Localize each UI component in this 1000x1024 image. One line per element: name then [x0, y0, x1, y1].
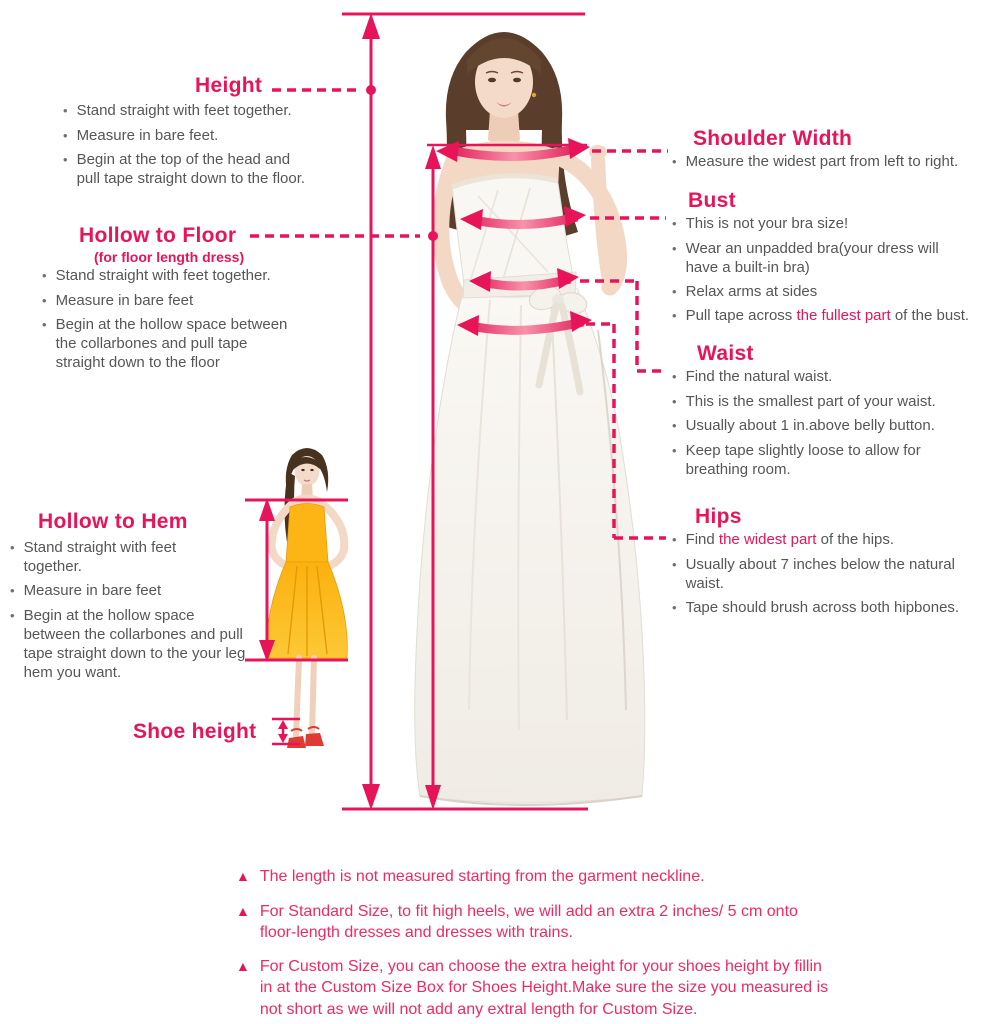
bullet-item: [672, 416, 1000, 436]
bullet-text: Wear an unpadded bra(your dress will have a built-in bra): [685, 239, 939, 276]
bullet-text: Measure in bare feet.: [76, 126, 219, 144]
warning-triangle-icon: ▲: [236, 902, 250, 919]
hips-title: Hips: [695, 505, 742, 528]
bullet-item: [10, 581, 280, 601]
warning-triangle-icon: ▲: [236, 868, 250, 884]
height-connector-dot: [366, 85, 376, 95]
bust-bullets: [672, 214, 1000, 331]
hollow-to-floor-bullets: [42, 266, 357, 378]
shoulder-width-title: Shoulder Width: [693, 127, 853, 150]
bullet-item: [672, 530, 1000, 550]
bullet-text: Measure the widest part from left to right.: [685, 153, 959, 170]
bullet-text: This is not your bra size!: [685, 215, 849, 232]
bullet-text: Pull tape across the fullest part of the bust.: [685, 307, 970, 325]
footnote-item: [236, 901, 856, 944]
bullet-dot-icon: •: [42, 317, 47, 332]
waist-title: Waist: [697, 342, 754, 365]
bullet-item: [10, 606, 280, 683]
bullet-dot-icon: •: [672, 442, 677, 458]
bust-title: Bust: [688, 189, 736, 212]
bullet-dot-icon: •: [672, 240, 677, 256]
height-title: Height: [195, 74, 263, 97]
hollow-to-floor-subtitle: (for floor length dress): [94, 249, 245, 265]
bullet-text: Stand straight with feet together.: [23, 539, 177, 576]
bullet-item: [63, 126, 368, 146]
bullet-item: [672, 214, 1000, 234]
bullet-text: Find the widest part of the hips.: [685, 531, 895, 548]
hollow-to-hem-title: Hollow to Hem: [38, 510, 188, 533]
bullet-dot-icon: •: [63, 103, 68, 118]
height-bullets: [63, 101, 368, 193]
footnote-text: For Custom Size, you can choose the extra height for your shoes height by fillin in at the Custom Size Box for Shoes Height.Make sure the size you measured is not short as we will not add any extral length for Custom Size.: [259, 958, 829, 1018]
bullet-text: This is the smallest part of your waist.: [685, 392, 936, 410]
bullet-dot-icon: •: [672, 532, 677, 547]
bullet-item: [63, 101, 368, 121]
bullet-dot-icon: •: [10, 607, 15, 623]
footnote-item: [236, 956, 856, 1020]
footnote-text: The length is not measured starting from the garment neckline.: [259, 868, 705, 885]
bullet-dot-icon: •: [63, 127, 68, 143]
bullet-dot-icon: •: [42, 292, 47, 308]
bullet-text: Usually about 7 inches below the natural waist.: [685, 555, 955, 592]
bullet-item: [42, 266, 357, 286]
bullet-text: Begin at the top of the head and pull tape straight down to the floor.: [76, 151, 306, 188]
bullet-item: [672, 282, 1000, 302]
bullet-text: Find the natural waist.: [685, 368, 833, 385]
bullet-dot-icon: •: [672, 154, 677, 169]
bullet-dot-icon: •: [672, 599, 677, 615]
bullet-text: Stand straight with feet together.: [55, 267, 271, 284]
shoulder-width-bullets: [672, 152, 997, 177]
footnote-item: [236, 866, 856, 888]
bullet-item: [10, 538, 280, 576]
hollow-to-floor-connector-dot: [428, 231, 438, 241]
warning-triangle-icon: ▲: [236, 958, 250, 975]
bullet-dot-icon: •: [672, 418, 677, 433]
bullet-dot-icon: •: [672, 308, 677, 324]
bullet-item: [672, 392, 1000, 412]
bullet-item: [672, 555, 1000, 593]
bullet-dot-icon: •: [672, 393, 677, 409]
hollow-to-floor-title: Hollow to Floor: [79, 224, 237, 247]
bullet-item: [42, 315, 357, 373]
bullet-text: Relax arms at sides: [685, 282, 818, 300]
bullet-item: [672, 367, 1000, 387]
bullet-text: Usually about 1 in.above belly button.: [685, 417, 935, 434]
bullet-text: Tape should brush across both hipbones.: [685, 598, 960, 616]
hips-bullets: [672, 530, 1000, 622]
bullet-dot-icon: •: [10, 540, 15, 555]
bullet-dot-icon: •: [63, 152, 68, 167]
bullet-text: Begin at the hollow space between the collarbones and pull tape straight down to the floor: [55, 316, 288, 372]
bullet-dot-icon: •: [672, 556, 677, 572]
shoe-height-title: Shoe height: [133, 720, 257, 743]
bullet-item: [42, 291, 357, 311]
bullet-dot-icon: •: [672, 283, 677, 299]
bullet-item: [672, 598, 1000, 618]
bullet-item: [672, 239, 1000, 277]
bullet-text: Begin at the hollow space between the collarbones and pull tape straight down to the your leg hem you want.: [23, 606, 246, 682]
footnote-text: For Standard Size, to fit high heels, we will add an extra 2 inches/ 5 cm onto floor-length dresses and dresses with trains.: [259, 902, 798, 941]
bullet-dot-icon: •: [672, 216, 677, 231]
bullet-dot-icon: •: [672, 369, 677, 384]
bullet-item: [672, 441, 1000, 479]
bullet-text: Measure in bare feet: [55, 291, 194, 309]
bullet-dot-icon: •: [42, 268, 47, 283]
bullet-text: Keep tape slightly loose to allow for breathing room.: [685, 441, 921, 478]
bullet-text: Measure in bare feet: [23, 582, 162, 600]
hollow-to-hem-bullets: [10, 538, 280, 688]
bullet-item: [672, 152, 997, 172]
bullet-text: Stand straight with feet together.: [76, 102, 292, 119]
waist-bullets: [672, 367, 1000, 484]
bullet-item: [63, 150, 368, 188]
bullet-item: [672, 306, 1000, 326]
footnotes: [236, 866, 856, 1024]
bullet-dot-icon: •: [10, 583, 15, 599]
